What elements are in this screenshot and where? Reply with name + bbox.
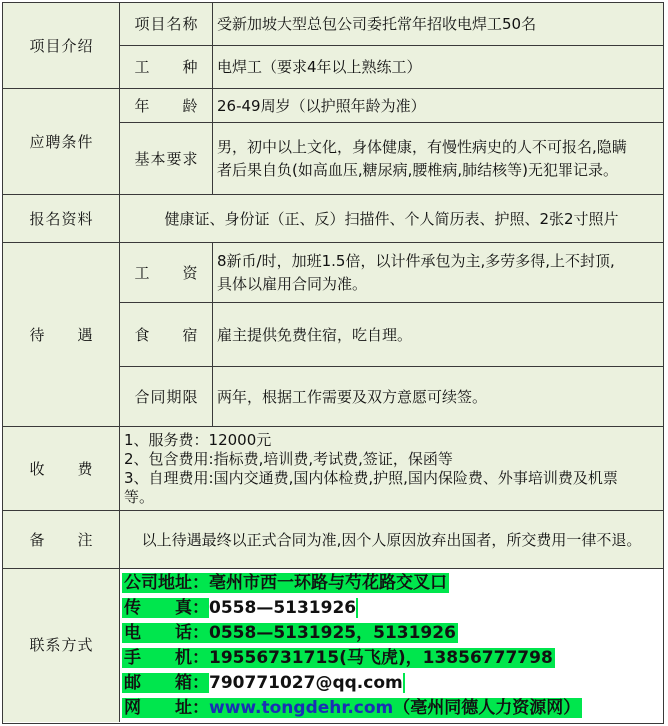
contact-mobile-value: 19556731715(马飞虎)，13856777798	[209, 648, 553, 668]
fees-value	[120, 427, 663, 511]
contact-web-key: 网 址：	[124, 698, 209, 718]
basic-value-line: 者后果自负(如高血压,糖尿病,腰椎病,肺结核等)无犯罪记录。	[217, 161, 619, 179]
grid-line	[120, 366, 663, 367]
notes-value: 以上待遇最终以正式合同为准,因个人原因放弃出国者，所交费用一律不退。	[120, 511, 663, 569]
fees-line: 2、包含费用:指标费,培训费,考试费,签证，保函等	[124, 450, 453, 468]
project-name-label: 项目名称	[120, 3, 213, 46]
grid-line	[120, 302, 663, 303]
age-value: 26-49周岁（以护照年龄为准）	[213, 89, 663, 123]
fees-line: 3、自理费用:国内交通费,国内体检费,护照,国内保险费、外事培训费及机票	[124, 469, 618, 487]
contact-mobile-key: 手 机：	[124, 648, 209, 668]
grid-line	[120, 122, 663, 123]
grid-line	[3, 194, 663, 195]
contact-address-key: 公司地址：	[124, 573, 209, 593]
contact-fax-line	[122, 596, 358, 621]
board-value: 雇主提供免费住宿，吃自理。	[213, 303, 663, 367]
documents-section-label: 报名资料	[3, 195, 120, 243]
grid-line	[212, 243, 213, 427]
grid-line	[3, 88, 663, 89]
benefits-section-label: 待 遇	[3, 243, 120, 427]
salary-value-line: 8新币/时，加班1.5倍，以计件承包为主,多劳多得,上不封顶,	[217, 252, 615, 270]
project-name-value: 受新加坡大型总包公司委托常年招收电焊工50名	[213, 3, 663, 46]
contact-details	[122, 571, 662, 721]
basic-value	[213, 123, 663, 195]
basic-value-line: 男，初中以上文化，身体健康，有慢性病史的人不可报名,隐瞒	[217, 138, 627, 156]
contact-phone-value: 0558—5131925，5131926	[209, 623, 456, 643]
contact-web-link[interactable]: www.tongdehr.com	[209, 698, 394, 718]
requirements-section-label: 应聘条件	[3, 89, 120, 195]
fees-section-label: 收 费	[3, 427, 120, 511]
notes-section-label: 备 注	[3, 511, 120, 569]
grid-line	[3, 426, 663, 427]
recruitment-table	[2, 2, 664, 724]
fees-line: 1、服务费：12000元	[124, 431, 272, 449]
salary-value	[213, 243, 663, 303]
contact-web-line	[122, 696, 582, 721]
grid-line	[3, 568, 663, 569]
contact-address-line	[122, 571, 449, 596]
contact-fax-value: 0558—5131926	[209, 598, 357, 618]
contract-label: 合同期限	[120, 367, 213, 427]
contact-phone-key: 电 话：	[124, 623, 209, 643]
contact-web-name: （亳州同德人力资源网）	[393, 698, 581, 718]
grid-line	[3, 510, 663, 511]
contract-value: 两年，根据工作需要及双方意愿可续签。	[213, 367, 663, 427]
contact-email-value[interactable]: 790771027@qq.com	[209, 673, 403, 693]
contact-email-key: 邮 箱：	[124, 673, 209, 693]
basic-label: 基本要求	[120, 123, 213, 195]
grid-line	[119, 3, 120, 722]
contact-phone-line	[122, 621, 458, 646]
grid-line	[212, 3, 213, 195]
fees-line: 等。	[124, 488, 155, 506]
salary-value-line: 具体以雇用合同为准。	[217, 275, 368, 293]
contact-section-label: 联系方式	[3, 569, 120, 722]
contact-mobile-line	[122, 646, 555, 671]
project-type-label: 工 种	[120, 46, 213, 89]
salary-label: 工 资	[120, 243, 213, 303]
grid-line	[120, 45, 663, 46]
grid-line	[3, 242, 663, 243]
contact-email-line	[122, 671, 405, 696]
age-label: 年 龄	[120, 89, 213, 123]
board-label: 食 宿	[120, 303, 213, 367]
project-type-value: 电焊工（要求4年以上熟练工）	[213, 46, 663, 89]
contact-fax-key: 传 真：	[124, 598, 209, 618]
documents-value: 健康证、身份证（正、反）扫描件、个人简历表、护照、2张2寸照片	[120, 195, 663, 243]
contact-address-value: 亳州市西一环路与芍花路交叉口	[209, 573, 447, 593]
project-section-label: 项目介绍	[3, 3, 120, 89]
